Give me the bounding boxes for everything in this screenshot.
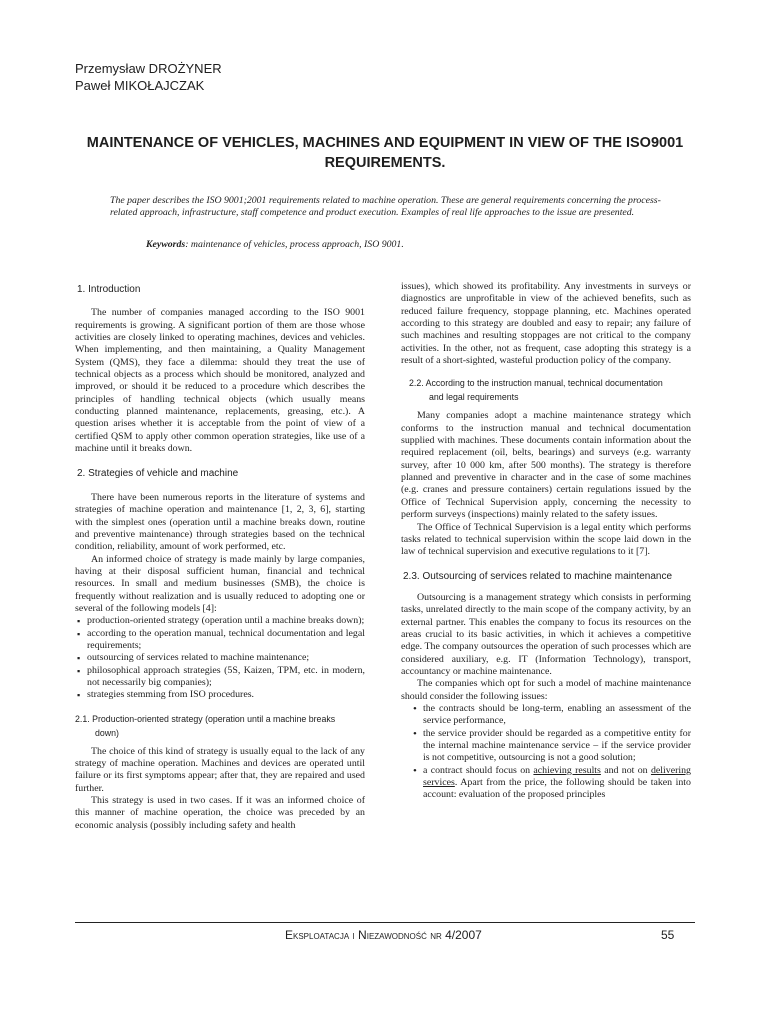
abstract: The paper describes the ISO 9001;2001 requirements related to machine operation. These are general requirements concerning the process-related approach, infrastructure, staff competence and product execution. Examples of real life approaches to the issue are presented.: [110, 195, 661, 219]
heading-2-2-line1: 2.2. According to the instruction manual, technical documentation: [409, 378, 663, 389]
issue-3-text: a contract should focus on: [423, 764, 534, 776]
models-list: [75, 615, 365, 701]
paragraph-continued: issues), which showed its profitability. Any investments in surveys or diagnostics are unprofitable in view of the achieved benefits, such as reduced failure frequency, stoppage planning, etc. Machines operated according to this strategy are doubled and easy to repair; any failure of such machines and resulting stoppages are not critical to the company activities. In the other, not as frequent, case adopting this strategy is a result of a short-sighted, wasteful production policy of the company.: [401, 281, 691, 367]
issues-list: [401, 703, 691, 802]
list-item: • the service provider should be regarded as a competitive entity for the internal machine maintenance service – if the service provider is not competitive, outsourcing is not a good solution;: [401, 728, 691, 765]
paragraph-2-2-2: The Office of Technical Supervision is a legal entity which performs tasks related to technical supervision within the scope laid down in the law of technical supervision and executive regulations to it [7].: [401, 521, 691, 558]
footer-divider: [75, 922, 695, 923]
right-column: [401, 281, 691, 802]
heading-2-1: [75, 712, 365, 740]
issue-3-text: . Apart from the price, the following should be taken into account: evaluation of the proposed principles: [423, 777, 691, 801]
paragraph-2-3-2: The companies which opt for such a model of machine maintenance should consider the following issues:: [401, 678, 691, 702]
author-2: Paweł MIKOŁAJCZAK: [75, 78, 205, 93]
paragraph-2-1-1: The choice of this kind of strategy is usually equal to the lack of any strategy of machine operation. Machines and devices are operated until failure or its first symptoms appear; after that, they are repaired and used further.: [75, 745, 365, 794]
heading-introduction: 1. Introduction: [77, 284, 141, 295]
paper-title: MAINTENANCE OF VEHICLES, MACHINES AND EQUIPMENT IN VIEW OF THE ISO9001 REQUIREMENTS.: [86, 135, 684, 171]
journal-name: Eksploatacja i Niezawodność nr 4/2007: [285, 928, 482, 942]
heading-2-2: [409, 376, 691, 404]
paragraph-2-2-1: Many companies adopt a machine maintenance strategy which conforms to the instruction manual and technical documentation supplied with machines. These documents contain information about the required replacement (oil, belts, bearings) and surveys (e.g. warranty survey, after 10 000 km, after 500 months). The strategy is therefore planned and preventive in character and in the case of some machines (e.g. cranes and pressure containers) certain regulations issued by the Office of Technical Supervision apply, concerning the necessity to perform surveys (inspections) mainly related to the safety issues.: [401, 410, 691, 521]
heading-2-1-line1: 2.1. Production-oriented strategy (operation until a machine breaks: [75, 713, 336, 724]
heading-2-1-line2: down): [95, 727, 119, 738]
heading-2-2-line2: and legal requirements: [429, 392, 519, 403]
heading-2-3: 2.3. Outsourcing of services related to machine maintenance: [403, 570, 673, 582]
paragraph-introduction: The number of companies managed according to the ISO 9001 requirements is growing. A significant portion of them are those whose activities are closely linked to operating machines, devices and vehicles. When implementing, and then maintaining, a Quality Management System (QMS), they face a dilemma: should they treat the use of technical objects as a process which should be monitored, analyzed and improved, or should it be reduced to a procedure which describes the principles of handling technical objects (which usually means conducting planned maintenance, replacements, greasing, etc.). A question arises whether it is acceptable from the point of view of a certified QSM to apply other common operation strategies, like use of a machine until it breaks down.: [75, 307, 365, 455]
list-item: ▪ according to the operation manual, technical documentation and legal requirements;: [75, 628, 365, 653]
left-column: [75, 284, 365, 832]
list-item: • the contracts should be long-term, enabling an assessment of the service performance,: [401, 703, 691, 728]
keywords-text: : maintenance of vehicles, process approach, ISO 9001.: [185, 239, 404, 250]
list-item: ▪ outsourcing of services related to machine maintenance;: [75, 652, 365, 664]
page-number: 55: [661, 928, 675, 942]
paragraph-strategies-1: There have been numerous reports in the literature of systems and strategies of machine operation and maintenance [1, 2, 3, 6], starting with the simplest ones (operation until a machine breaks down, routine and preventive maintenance) through strategies based on the technical condition, reliability, amount of work performed, etc.: [75, 491, 365, 553]
keywords: [146, 239, 666, 250]
keywords-label: Keywords: [146, 239, 186, 250]
list-item: ▪ strategies stemming from ISO procedures.: [75, 689, 365, 701]
list-item: ▪ philosophical approach strategies (5S, Kaizen, TPM, etc. in modern, not necessarily big companies);: [75, 665, 365, 690]
heading-strategies: 2. Strategies of vehicle and machine: [77, 468, 239, 480]
list-item: ▪ production-oriented strategy (operation until a machine breaks down);: [75, 615, 365, 627]
paragraph-2-3-1: Outsourcing is a management strategy which consists in performing tasks, unrelated directly to the main scope of the company activity, by an external partner. This enables the company to focus its resources on the areas crucial to its basic activities, in which it achieves a competitive edge. The company outsources the operation of such processes which are considered auxiliary, e.g. IT (Information Technology), transport, accountancy or machine maintenance.: [401, 591, 691, 677]
underlined-text: delivering services: [423, 764, 691, 789]
issue-3-text: and not on: [600, 764, 651, 776]
authors: [75, 60, 222, 94]
underlined-text: achieving results: [533, 764, 601, 776]
paragraph-strategies-2: An informed choice of strategy is made mainly by large companies, having at their disposal sufficient human, financial and technical resources. In small and medium businesses (SMB), the choice is frequently without realization and is usually reduced to adopting one or several of the following models [4]:: [75, 553, 365, 614]
paragraph-2-1-2: This strategy is used in two cases. If it was an informed choice of this manner of machine operation, the choice was preceded by an economic analysis (possibly including safety and health: [75, 795, 365, 831]
list-item: [401, 765, 691, 802]
author-1: Przemysław DROŻYNER: [75, 61, 222, 76]
